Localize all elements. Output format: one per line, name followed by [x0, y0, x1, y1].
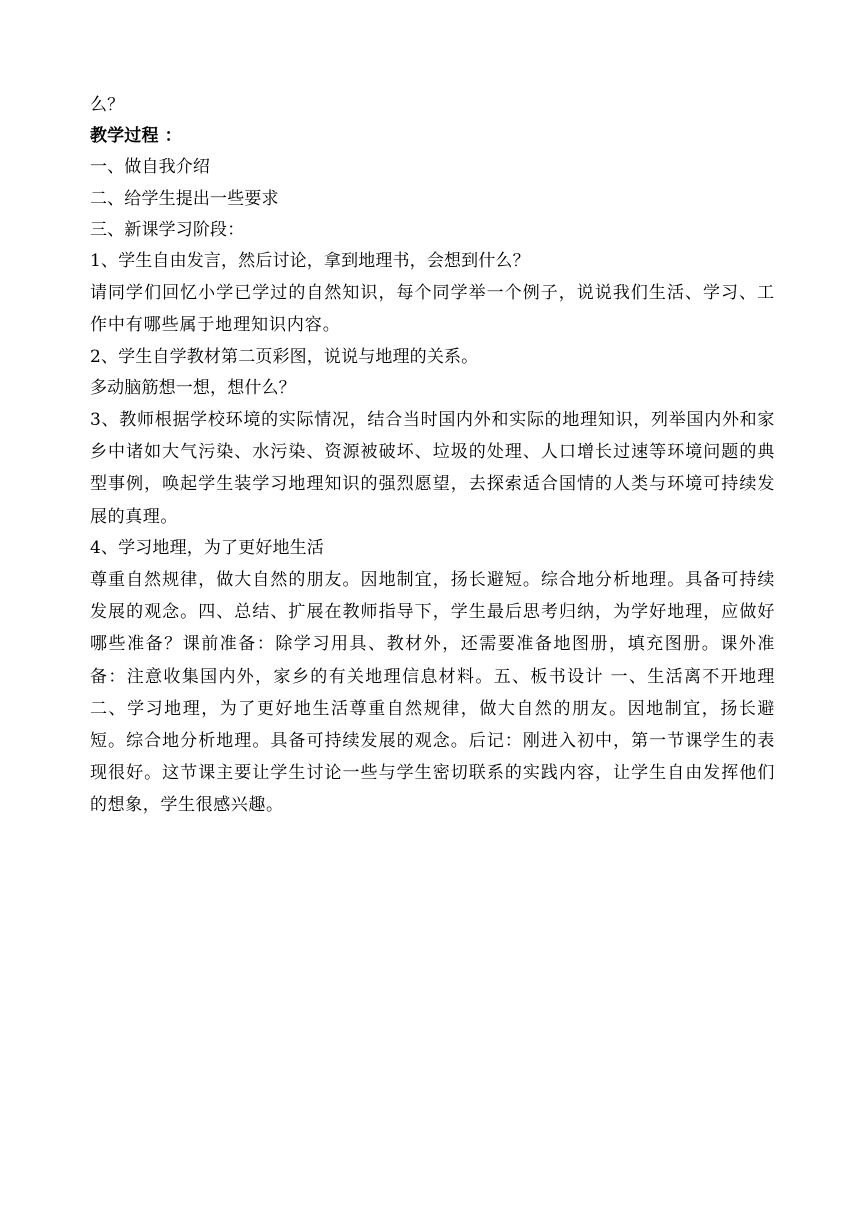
item-1-detail: 请同学们回忆小学已学过的自然知识，每个同学举一个例子，说说我们生活、学习、工作中有哪些属于地理知识内容。	[90, 283, 775, 336]
item-4-heading: 4、学习地理，为了更好地生活	[90, 537, 324, 558]
closing-paragraph: 尊重自然规律，做大自然的朋友。因地制宜，扬长避短。综合地分析地理。具备可持续发展的观念。四、总结、扩展在教师指导下，学生最后思考归纳，为学好地理，应做好哪些准备？课前准备：除学习用具、教材外，还需要准备地图册，填充图册。课外准备：注意收集国内外，家乡的有关地理信息材料。五、板书设计 一、生活离不开地理二、学习地理，为了更好地生活尊重自然规律，做大自然的朋友。因地制宜，扬长避短。综合地分析地理。具备可持续发展的观念。后记：刚进入初中，第一节课学生的表现很好。这节课主要让学生讨论一些与学生密切联系的实践内容，让学生自由发挥他们的想象，学生很感兴趣。	[90, 569, 775, 816]
item-1-heading: 1、学生自由发言，然后讨论，拿到地理书，会想到什么？	[90, 250, 530, 271]
section-heading: 教学过程 ：	[90, 126, 182, 147]
item-3-paragraph: 3、教师根据学校环境的实际情况，结合当时国内外和实际的地理知识，列举国内外和家乡中诸如大气污染、水污染、资源被破坏、垃圾的处理、人口增长过速等环境问题的典型事例，唤起学生装学习地理知识的强烈愿望，去探索适合国情的人类与环境可持续发展的真理。	[90, 409, 775, 527]
step-requirements: 二、给学生提出一些要求	[90, 188, 279, 209]
document-page	[90, 90, 775, 822]
continuation-text: 么？	[90, 95, 125, 115]
item-2-detail: 多动脑筋想一想，想什么？	[90, 377, 296, 398]
step-new-lesson: 三、新课学习阶段：	[90, 219, 245, 240]
step-self-introduction: 一、做自我介绍	[90, 157, 211, 178]
item-2-heading: 2、学生自学教材第二页彩图，说说与地理的关系。	[90, 346, 479, 367]
